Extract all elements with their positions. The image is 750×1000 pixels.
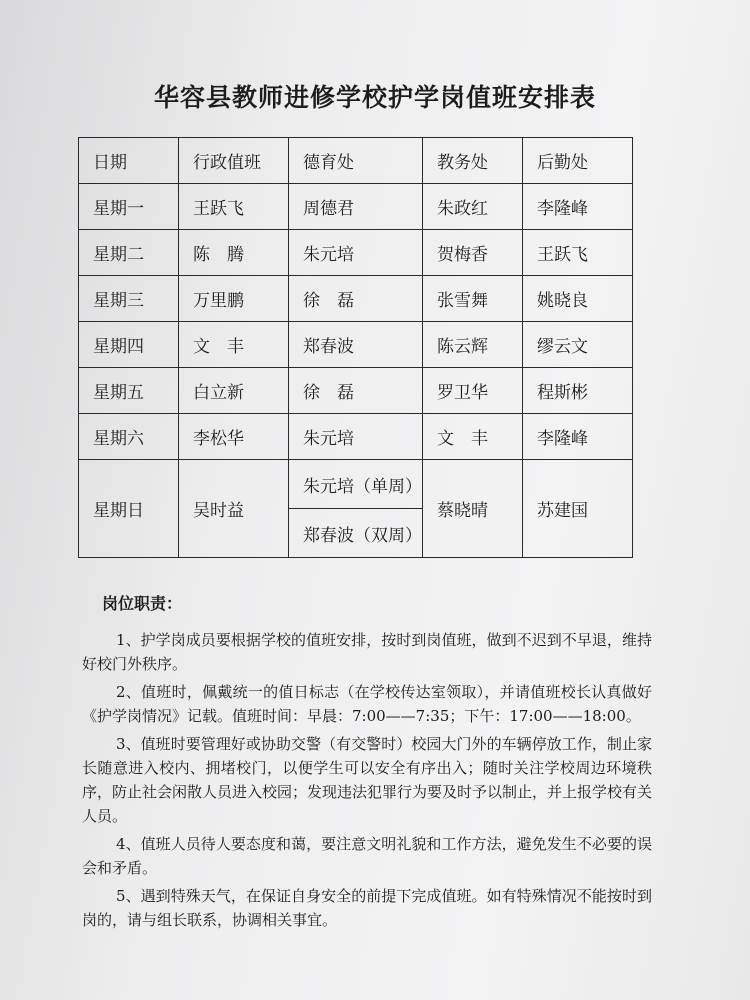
header-cell: 行政值班 [179, 138, 289, 184]
logistics-cell: 李隆峰 [523, 184, 633, 230]
day-cell: 星期三 [79, 276, 179, 322]
table-row [79, 184, 633, 230]
header-cell: 教务处 [423, 138, 523, 184]
table-row [79, 368, 633, 414]
moral-cell: 周德君 [289, 184, 423, 230]
logistics-cell: 姚晓良 [523, 276, 633, 322]
page-title: 华容县教师进修学校护学岗值班安排表 [153, 83, 596, 112]
logistics-cell: 李隆峰 [523, 414, 633, 460]
duty-item: 4、值班人员待人要态度和蔼，要注意文明礼貌和工作方法，避免发生不必要的误会和矛盾。 [82, 835, 652, 877]
logistics-cell: 缪云文 [523, 322, 633, 368]
duty-item: 3、值班时要管理好或协助交警（有交警时）校园大门外的车辆停放工作，制止家长随意进入校内、拥堵校门，以便学生可以安全有序出入；随时关注学校周边环境秩序，防止社会闲散人员进入校园；发现违法犯罪行为要及时予以制止，并上报学校有关人员。 [82, 735, 653, 825]
duty-item: 5、遇到特殊天气，在保证自身安全的前提下完成值班。如有特殊情况不能按时到岗的，请与组长联系，协调相关事宜。 [82, 887, 652, 929]
moral-cell-even-week: 郑春波（双周） [289, 509, 423, 558]
duty-item: 2、值班时，佩戴统一的值日标志（在学校传达室领取），并请值班校长认真做好《护学岗情况》记载。值班时间：早晨：7:00——7:35；下午：17:00——18:00。 [82, 683, 652, 725]
duty-schedule-table [78, 137, 633, 558]
academic-cell: 罗卫华 [423, 368, 523, 414]
admin-cell: 文 丰 [179, 322, 289, 368]
moral-cell: 郑春波 [289, 322, 423, 368]
day-cell: 星期六 [79, 414, 179, 460]
academic-cell: 张雪舞 [423, 276, 523, 322]
table-row [79, 322, 633, 368]
table-row-sunday [79, 460, 633, 509]
academic-cell: 陈云辉 [423, 322, 523, 368]
admin-cell: 吴时益 [179, 460, 289, 558]
header-cell: 后勤处 [523, 138, 633, 184]
logistics-cell: 程斯彬 [523, 368, 633, 414]
duty-item: 1、护学岗成员要根据学校的值班安排，按时到岗值班，做到不迟到不早退，维持好校门外秩序。 [82, 631, 652, 673]
logistics-cell: 王跃飞 [523, 230, 633, 276]
day-cell: 星期五 [79, 368, 179, 414]
academic-cell: 朱政红 [423, 184, 523, 230]
day-cell: 星期四 [79, 322, 179, 368]
table-header-row [79, 138, 633, 184]
admin-cell: 王跃飞 [179, 184, 289, 230]
moral-cell: 朱元培 [289, 230, 423, 276]
header-cell: 日期 [79, 138, 179, 184]
table-row [79, 276, 633, 322]
table-row [79, 414, 633, 460]
admin-cell: 陈 腾 [179, 230, 289, 276]
day-cell: 星期日 [79, 460, 179, 558]
admin-cell: 李松华 [179, 414, 289, 460]
moral-cell: 徐 磊 [289, 276, 423, 322]
admin-cell: 万里鹏 [179, 276, 289, 322]
academic-cell: 贺梅香 [423, 230, 523, 276]
duties-section [82, 592, 652, 936]
admin-cell: 白立新 [179, 368, 289, 414]
day-cell: 星期二 [79, 230, 179, 276]
header-cell: 德育处 [289, 138, 423, 184]
day-cell: 星期一 [79, 184, 179, 230]
moral-cell: 朱元培 [289, 414, 423, 460]
logistics-cell: 苏建国 [523, 460, 633, 558]
moral-cell-odd-week: 朱元培（单周） [289, 460, 423, 509]
duties-heading: 岗位职责： [102, 594, 183, 613]
academic-cell: 文 丰 [423, 414, 523, 460]
academic-cell: 蔡晓晴 [423, 460, 523, 558]
table-row [79, 230, 633, 276]
moral-cell: 徐 磊 [289, 368, 423, 414]
